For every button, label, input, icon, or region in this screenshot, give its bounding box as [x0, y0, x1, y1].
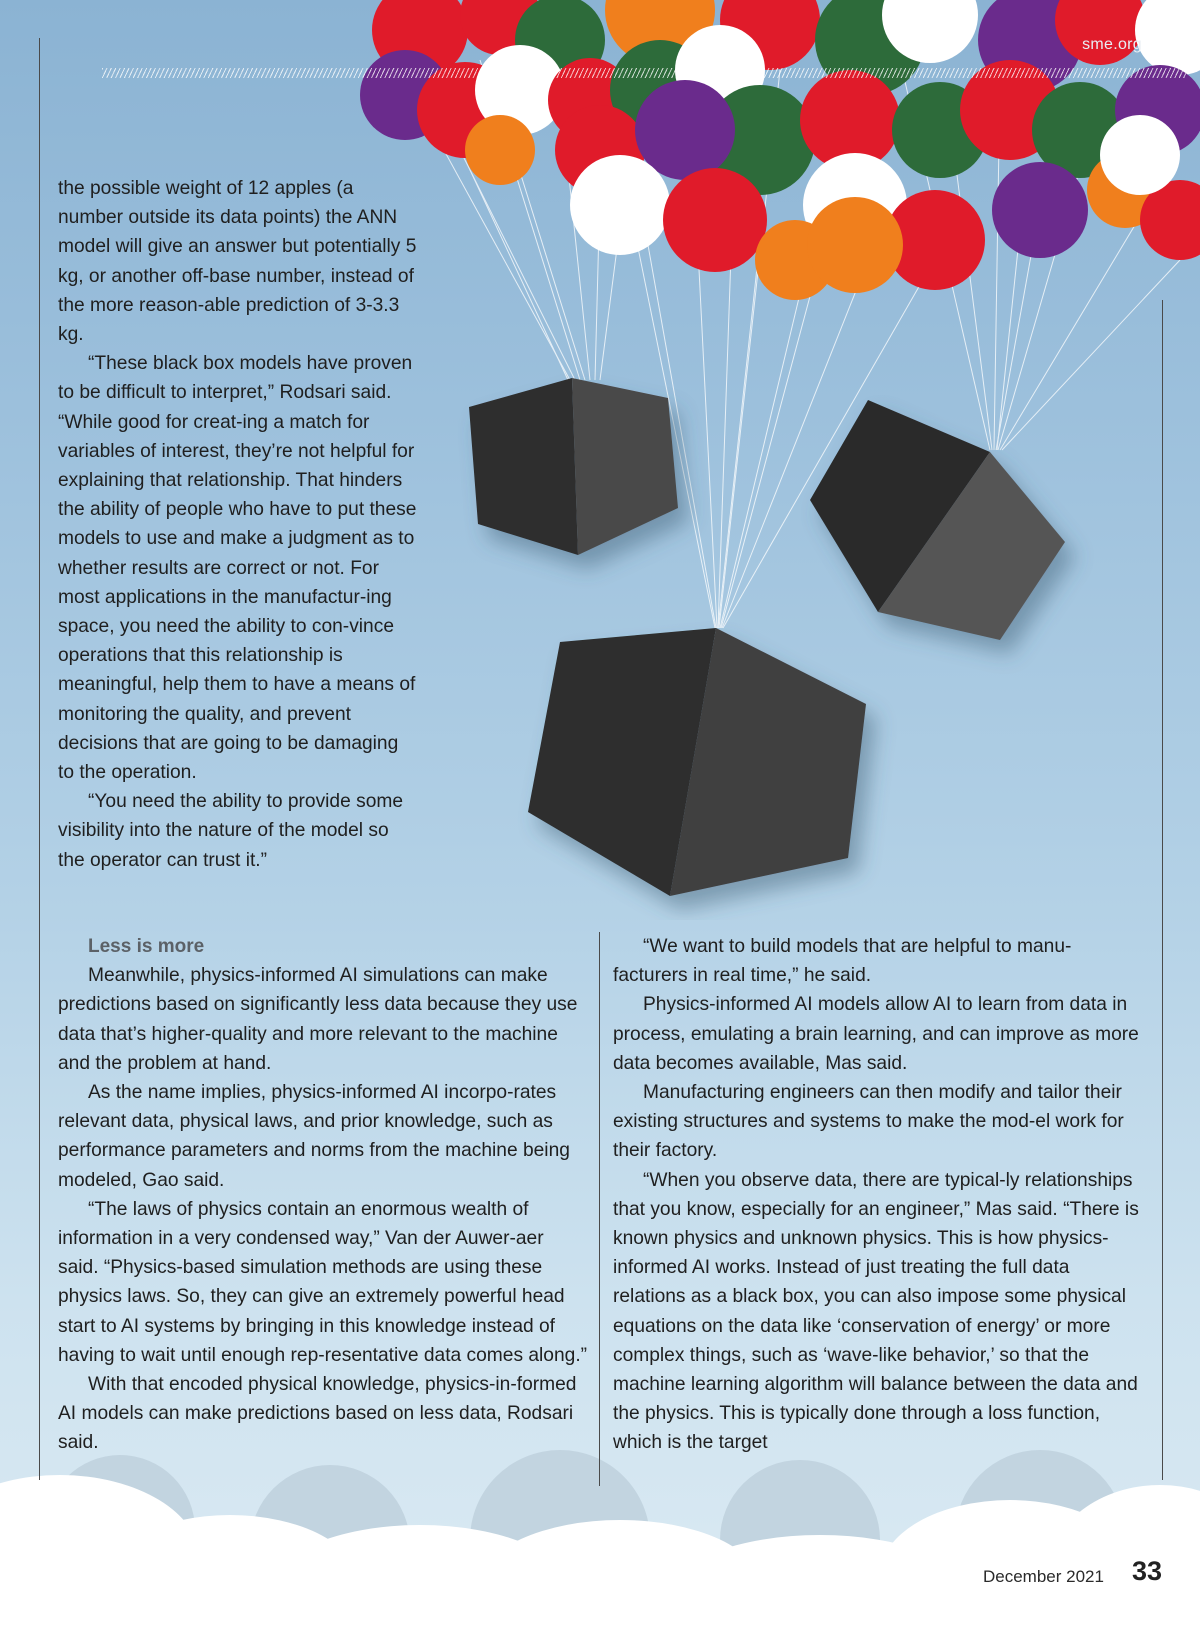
site-url: sme.org [1082, 36, 1142, 53]
right-rule [1162, 300, 1163, 1480]
body-paragraph: As the name implies, physics-informed AI incorpo-rates relevant data, physical laws, and prior knowledge, such as performance parameters and norms from the machine being modeled, Gao said. [58, 1082, 570, 1191]
body-paragraph: Meanwhile, physics-informed AI simulations can make predictions based on significantly less data because they use data that’s higher-quality and more relevant to the machine and the problem at hand. [58, 965, 578, 1074]
body-paragraph: “The laws of physics contain an enormous wealth of information in a very condensed way,” Van der Auwer-aer said. “Physics-based simulation methods are using these physics laws. So, they can give an extremely powerful head start to AI systems by bringing in this knowledge instead of having to wait until enough rep-resentative data comes along.” [58, 1198, 588, 1366]
header-hatch-rule [102, 68, 1186, 78]
column-b [58, 932, 588, 1458]
body-paragraph: “These black box models have proven to be difficult to interpret,” Rodsari said. “While good for creat-ing a match for variables of interest, they’re not helpful for explaining that relationship. That hinders the ability of people who have to put these models to use and make a judgment as to whether results are correct or not. For most applications in the manufactur-ing space, you need the ability to con-vince operations that this relationship is meaningful, help them to have a means of monitoring the quality, and prevent decisions that are going to be damaging to the operation. [58, 353, 417, 784]
body-paragraph: “We want to build models that are helpful to manu-facturers in real time,” he said. [613, 936, 1072, 987]
page-number: 33 [1132, 1556, 1163, 1586]
body-paragraph: Physics-informed AI models allow AI to learn from data in process, emulating a brain learning, and can improve as more data becomes available, Mas said. [613, 994, 1139, 1074]
column-a [58, 174, 418, 875]
left-rule [39, 38, 40, 1480]
body-paragraph: Manufacturing engineers can then modify and tailor their existing structures and systems to make the mod-el work for their factory. [613, 1082, 1124, 1162]
section-subhead: Less is more [88, 936, 205, 957]
body-paragraph: “You need the ability to provide some visibility into the nature of the model so the operator can trust it.” [58, 791, 404, 871]
body-paragraph: “When you observe data, there are typical-ly relationships that you know, especially for an engineer,” Mas said. “There is known physics and unknown physics. This is how physics-informed AI works. Instead of just treating the full data relations as a black box, you can also impose some physical equations on the data like ‘conservation of energy’ or more complex things, such as ‘wave-like behavior,’ so that the machine learning algorithm will balance between the data and the physics. This is typically done through a loss function, which is the target [613, 1169, 1139, 1454]
body-paragraph: With that encoded physical knowledge, physics-in-formed AI models can make predictions based on less data, Rodsari said. [58, 1374, 577, 1454]
issue-date: December 2021 [983, 1567, 1104, 1586]
column-c [613, 932, 1143, 1458]
body-paragraph: the possible weight of 12 apples (a number outside its data points) the ANN model will give an answer but potentially 5 kg, or another off-base number, instead of the more reason-able prediction of 3-3.3 kg. [58, 178, 417, 346]
column-divider [599, 932, 600, 1486]
